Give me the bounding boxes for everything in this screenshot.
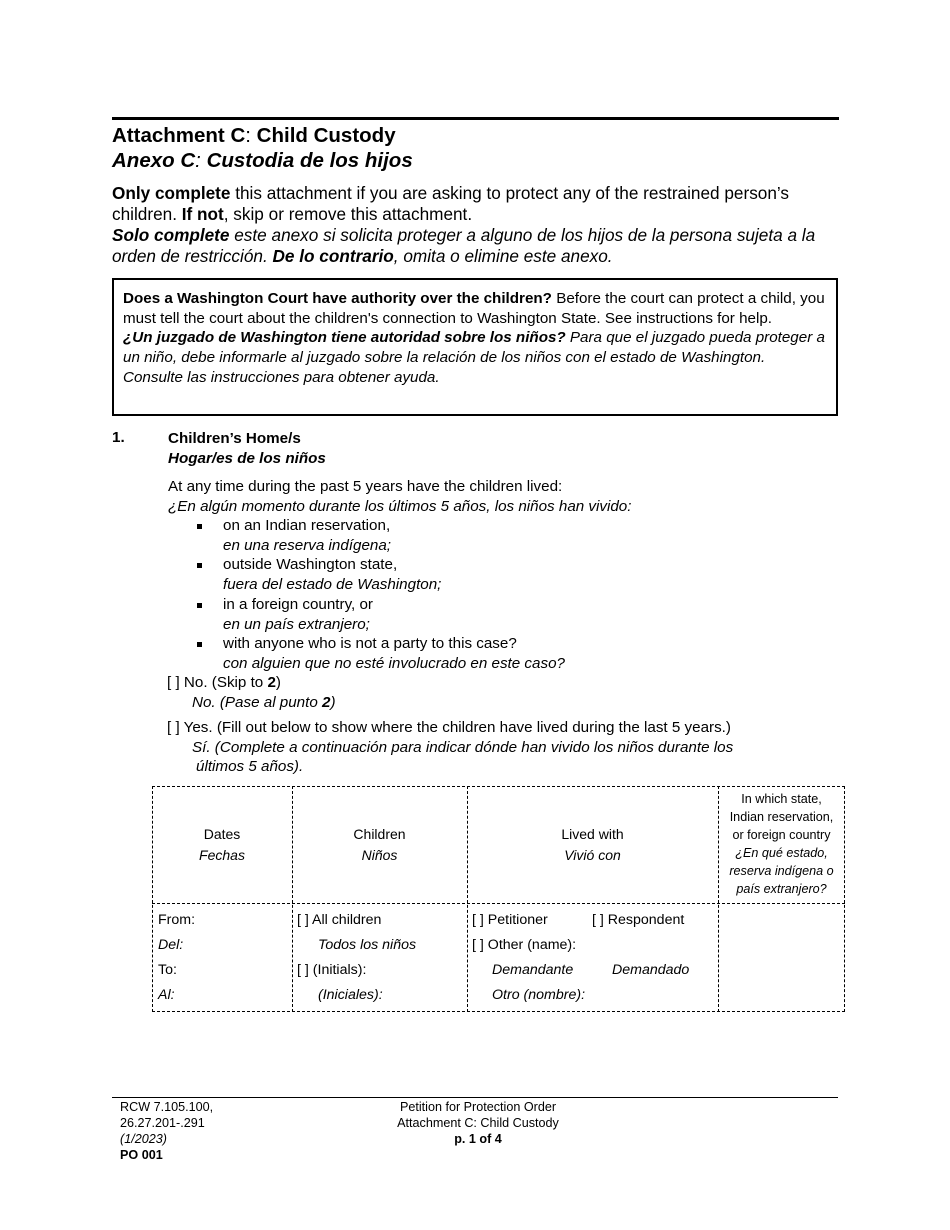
title-en: Attachment C: Child Custody [112,124,396,147]
section-title-es: Hogar/es de los niños [168,450,326,467]
title-en-label: Attachment C [112,124,246,147]
header-lived-with: Lived with Vivió con [561,826,624,863]
footer-left: RCW 7.105.100, 26.27.201-.291 (1/2023) PO 001 [120,1100,214,1162]
yes-checkbox[interactable]: [ ] [167,719,180,736]
residence-question [168,477,631,516]
bullet-square-icon [197,603,202,608]
bullet-square-icon [197,563,202,568]
question-es: ¿En algún momento durante los últimos 5 años, los niños han vivido: [168,497,632,515]
info-es: ¿Un juzgado de Washington tiene autoridad sobre los niños? Para que el juzgado pueda proteger a un niño, debe informarle al juzgado sobre la relación de los niños con el estado de Washington. Consulte las instrucciones para obtener ayuda. [123,329,825,386]
intro-en: Only complete this attachment if you are asking to protect any of the restrained person’s children. If not, skip or remove this attachment. [112,183,790,224]
section-title [168,429,326,469]
table-divider [467,786,468,1012]
section-title-en: Children’s Home/s [168,430,301,447]
table-divider [152,903,845,904]
to-label: To: [158,962,177,978]
question-en: At any time during the past 5 years have the children lived: [168,478,563,495]
petitioner-checkbox[interactable]: [ ] [472,912,484,928]
del-label: Del: [158,937,184,953]
from-label: From: [158,912,196,928]
al-label: Al: [158,987,175,1003]
section-number: 1. [112,429,125,446]
footer-rule [112,1097,838,1098]
jurisdiction-info-box [112,278,838,416]
info-en: Does a Washington Court have authority over the children? Before the court can protect a child, you must tell the court about the children's connection to Washington State. See instructions for help. [123,290,825,327]
title-es-text: Custodia de los hijos [206,149,413,172]
header-children: Children Niños [353,826,406,863]
yes-option[interactable]: [ ] Yes. (Fill out below to show where the children have lived during the last 5 years.) Sí. (Complete a continuación para indicar dónde han vivido los niños durante los últimos 5 años). [167,719,734,776]
footer-center: Petition for Protection Order Attachment C: Child Custody p. 1 of 4 [397,1100,559,1146]
bullet-square-icon [197,642,202,647]
table-divider [292,786,293,1012]
title-es: Anexo C: Custodia de los hijos [112,149,413,172]
all-children-checkbox[interactable]: [ ] [297,912,309,928]
top-rule [112,117,839,120]
intro-es: Solo complete este anexo si solicita proteger a alguno de los hijos de la persona sujeta a la orden de restricción. De lo contrario, omita o elimine este anexo. [112,225,816,266]
dates-cell [158,908,195,1008]
header-dates: Dates Fechas [199,826,245,863]
intro-paragraph [112,183,852,267]
lived-with-cell: [ ] Petitioner [ ] Respondent [ ] Other (name): Demandante Demandado Otro (nombre): [472,912,690,1003]
other-checkbox[interactable]: [ ] [472,937,484,953]
title-es-label: Anexo C [112,149,196,172]
no-checkbox[interactable]: [ ] [167,674,180,691]
children-cell: [ ] All children Todos los niños [ ] (Initials): (Iniciales): [297,912,417,1003]
respondent-checkbox[interactable]: [ ] [592,912,604,928]
initials-checkbox[interactable]: [ ] [297,962,309,978]
bullet-square-icon [197,524,202,529]
header-location: In which state, Indian reservation, or foreign country ¿En qué estado, reserva indígena o país extranjero? [729,792,834,896]
title-en-text: Child Custody [256,124,396,147]
no-option[interactable]: [ ] No. (Skip to 2) No. (Pase al punto 2) [167,674,336,711]
